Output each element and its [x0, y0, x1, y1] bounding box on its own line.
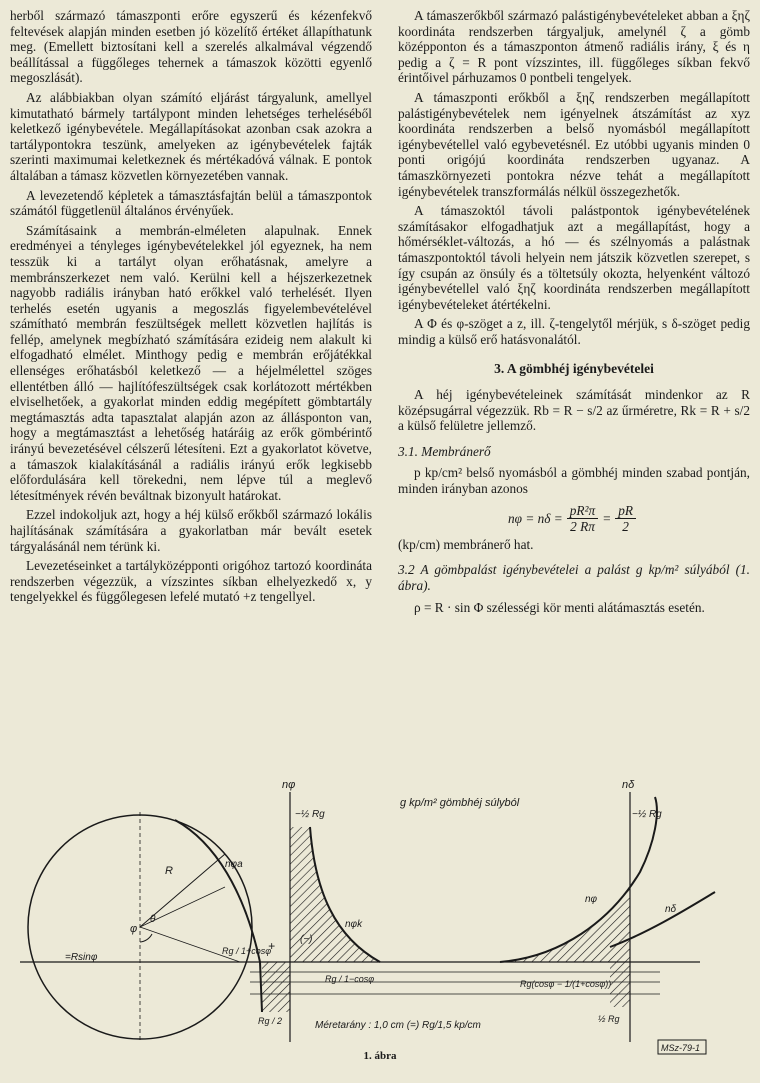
- fraction: [567, 503, 598, 535]
- label-rg-cos: Rg(cosφ − 1/(1+cosφ)): [520, 979, 612, 989]
- left-column: [10, 8, 372, 609]
- subsection-heading: 3.1. Membránerő: [398, 443, 491, 459]
- label-scale: Méretarány : 1,0 cm (=) Rg/1,5 kp/cm: [315, 1020, 481, 1031]
- label-minus: (−): [300, 934, 313, 945]
- label-neg-rg-left: −½ Rg: [295, 809, 325, 820]
- hatched-region-right-lower: [610, 962, 630, 1007]
- paragraph: A Φ és φ-szöget a z, ill. ζ-tengelytől mérjük, s δ-szöget pedig mindig a külső erő hatásvonalától.: [398, 316, 750, 347]
- label-nphi-right: nφ: [585, 894, 598, 905]
- formula-lhs: nφ = nδ =: [508, 510, 563, 526]
- paragraph: herből származó támaszponti erőre egyszerű és kézenfekvő feltevések alapján minden esetben jó közelítő értéket állapíthatunk meg. (Emellett biztosítani kell a szerelés alkalmával végzendő beállítással a függőleges tehernek a támaszok közötti egyenlő megoszlását).: [10, 8, 372, 86]
- label-theta: θ: [150, 914, 156, 925]
- membrane-formula: [398, 503, 750, 535]
- paragraph: p kp/cm² belső nyomásból a gömbhéj minden szabad pontján, minden irányban azonos: [398, 465, 750, 497]
- label-phi: φ: [130, 923, 138, 935]
- label-title: g kp/m² gömbhéj súlyból: [400, 797, 520, 809]
- paragraph: Levezetéseinket a tartályközépponti origóhoz tartozó koordináta rendszerben végezzük, a vízszintes síkban elhelyezkedő x, y tengelyekkel és függőlegesen lefelé mutató +z tengellyel.: [10, 558, 372, 605]
- label-figure-code: MSz-79-1: [661, 1043, 701, 1053]
- label-ndelta-right: nδ: [665, 904, 677, 915]
- paragraph: A levezetendő képletek a támasztásfajtán belül a támaszpontok számától függetlenül általános érvényűek.: [10, 187, 372, 219]
- paragraph: A támaszponti erőkből a ξηζ rendszerben megállapított palástigénybevételek nem igényelnek átszámítást az xyz koordináta rendszerben a belső nyomásból megállapított igénybevétellel való egybevetésnél. Ez utóbbi ugyanis minden 0 ponti origójú koordináta rendszerben ugyanaz. A támaszkörnyezeti pontokra nézve tehát a megállapított igénybevételek transzformálás nélkül összegezhetők.: [398, 89, 750, 199]
- paragraph: A támaszerőkből származó palástigénybevételeket abban a ξηζ koordináta rendszerben tárgyaljuk, amelynél ζ a gömb középponton és a támaszponton átmenő radiális irány, ξ és η pedig a ζ = R pont vízszintes, ill. függőleges síkban fekvő érintőivel párhuzamos 0 pontbeli tengelyek.: [398, 8, 750, 86]
- figure-diagram: [0, 772, 760, 1064]
- paragraph: A héj igénybevételeinek számítását mindenkor az R középsugárral végezzük. Rb = R − s/2 az űrméretre, Rk = R + s/2 a külső felületre jellemző.: [398, 387, 750, 434]
- paragraph: Számításaink a membrán-elméleten alapulnak. Ennek eredményei a tényleges igénybevételekkel jól egyeznek, ha nem tesszük ki a tartályt olyan erőhatásnak, amelyre a membránszerkezet nem való. Kerülni kell a héjszerkezetnek nagyobb radiális irányban ható erőkkel való terhelését. Ilyen terhelés esetén ugyanis a megoszlás figyelembevételével számítható membrán feszültségek mellett közvetlen hajlítás is fellép, amelynek megbízható számítására ezideig nem alakult ki elfogadható elmélet. Minthogy pedig e membrán erőjátékkal ellenséges erőhatásból keletkező — a héjelmélettel szöges ellentétben álló — hajlítófeszültségek csak korlátozott mértékben elviselhetőek, a gyakorlat minden eddig megépített gömbtartály megtámasztás adta tapasztalat alapján azon az állásponton van, hogy a megtámasztást a lehetőség határáig az erők gömbérintő irányú bevezetésével célszerű létesíteni. Ezt a gyakorlatot követve, a támaszok kialakításánál a radiális irányú erők legkisebb előfordulására kell törekedni, nem lépve túl a meglevő létesítmények révén beváltnak bizonyult határokat.: [10, 222, 372, 503]
- label-rg-half: Rg / 2: [258, 1016, 283, 1026]
- subsection-heading: 3.2 A gömbpalást igénybevételei a palást g kp/m² súlyából (1. ábra).: [398, 562, 750, 593]
- paragraph: Az alábbiakban olyan számító eljárást tárgyalunk, amellyel kimutatható bármely tartálypont minden lehetséges terheléséből keletkező igénybevétele. Megállapításokat azonban csak azokra a tartálypontokra teszünk, amelyeken az igénybevételek fajták szerinti maximumai keletkeznek és mértékadóvá válnak. E pontok általában a támasz közvetlen környezetében vannak.: [10, 89, 372, 183]
- label-nphi-a: nφa: [225, 859, 243, 870]
- label-rg-frac: Rg / 1+cosφ: [222, 946, 272, 956]
- figure-caption: 1. ábra: [363, 1050, 397, 1062]
- label-half-rg-bottom: ½ Rg: [598, 1014, 620, 1024]
- section-heading: 3. A gömbhéj igénybevételei: [494, 361, 654, 377]
- hatched-region-right: [500, 887, 630, 962]
- numerator: pR²π: [567, 503, 598, 520]
- fraction: [615, 503, 636, 535]
- radius-line: [140, 927, 240, 962]
- paragraph: (kp/cm) membránerő hat.: [398, 536, 534, 552]
- right-column: [398, 8, 750, 619]
- angle-arc: [140, 934, 152, 942]
- label-rsin: =Rsinφ: [65, 952, 98, 963]
- equals: =: [602, 510, 612, 526]
- label-rg-1cos: Rg / 1−cosφ: [325, 974, 375, 984]
- paragraph: A támaszoktól távoli palástpontok igénybevételének számításakor elfogadhatjuk azt a megállapítást, hogy a hőmérséklet-változás, a hó — és szélnyomás a palástnak támaszpontoktól távoli helyein nem játszik közvetlen szerepet, s így csupán az önsúly és a töltetsúly okozta, helyenként változó igénybevétellel való ξηζ koordináta rendszerben megállapított igénybevételeket átértékelni.: [398, 203, 750, 312]
- label-nphi-axis: nφ: [282, 779, 296, 791]
- paragraph: Ezzel indokoljuk azt, hogy a héj külső erőkből származó lokális hajlításának számítására a gyakorlatban már bevált esetek tárgyalásánál nem térünk ki.: [10, 507, 372, 554]
- paragraph: ρ = R · sin Φ szélességi kör menti alátámasztás esetén.: [414, 599, 705, 615]
- label-ndelta-axis: nδ: [622, 779, 635, 791]
- numerator: pR: [615, 503, 636, 520]
- nphi-a-curve: [175, 820, 262, 1012]
- hatched-region-lower: [262, 962, 290, 1012]
- label-nphi-k: nφk: [345, 919, 363, 930]
- label-neg-rg-right: −½ Rg: [632, 809, 662, 820]
- label-plus: +: [268, 939, 276, 953]
- label-r: R: [165, 865, 173, 877]
- denominator: 2 Rπ: [570, 519, 595, 535]
- denominator: 2: [622, 519, 629, 535]
